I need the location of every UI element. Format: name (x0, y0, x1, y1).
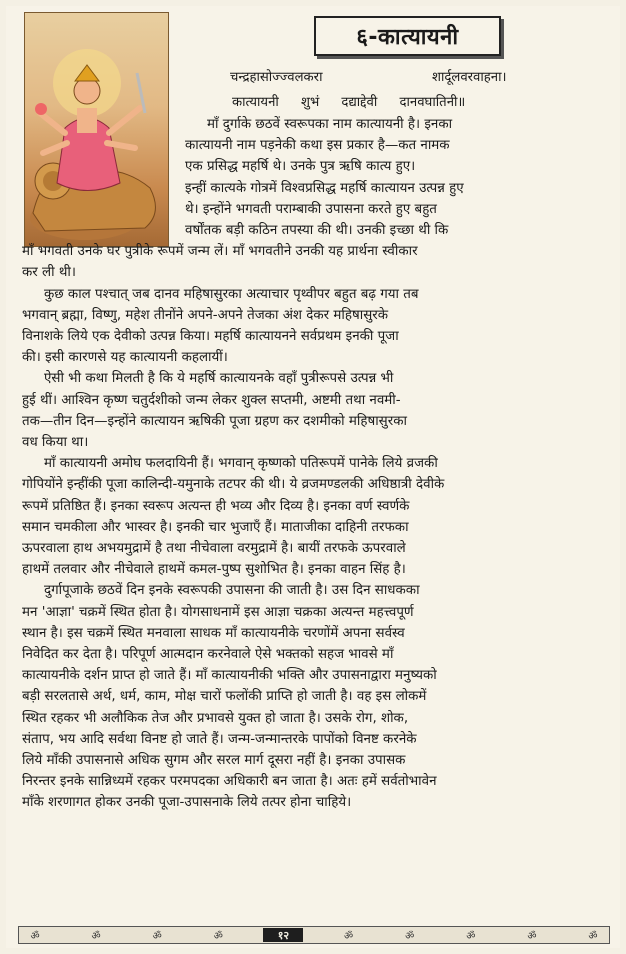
page-footer (18, 926, 610, 944)
text-line: थे। इन्होंने भगवती पराम्बाकी उपासना करते हुए बहुत (185, 201, 437, 217)
chapter-title: ६-कात्यायनी (314, 16, 501, 56)
text-line: ऊपरवाला हाथ अभयमुद्रामें है तथा नीचेवाला वरमुद्रामें है। बायीं तरफके ऊपरवाले (22, 541, 406, 556)
text-line: एक प्रसिद्ध महर्षि थे। उनके पुत्र ऋषि कात्य हुए। (185, 159, 416, 175)
text-line: माँ कात्यायनी अमोघ फलदायिनी हैं। भगवान् कृष्णको पतिरूपमें पानेके लिये व्रजकी (44, 456, 438, 472)
text-line: कुछ काल पश्चात् जब दानव महिषासुरका अत्याचार पृथ्वीपर बहुत बढ़ गया तब (44, 286, 419, 302)
text-line: संताप, भय आदि सर्वथा विनष्ट हो जाते हैं। जन्म-जन्मान्तरके पापोंको विनष्ट करनेके (22, 731, 417, 747)
text-line: निवेदित कर देता है। परिपूर्ण आत्मदान करनेवाले ऐसे भक्तको सहज भावसे माँ (22, 647, 394, 662)
ornament-icon: ॐ (527, 931, 537, 942)
text-line: लिये माँकी उपासनासे अधिक सुगम और सरल मार्ग दूसरा नहीं है। इनका उपासक (22, 753, 406, 768)
text-line: भगवान् ब्रह्मा, विष्णु, महेश तीनोंने अपने-अपने तेजका अंश देकर महिषासुरके (22, 307, 389, 323)
text-line: विनाशके लिये एक देवीको उत्पन्न किया। महर्षि कात्यायनने सर्वप्रथम इनकी पूजा (22, 329, 399, 344)
text-line: हाथमें तलवार और नीचेवाले हाथमें कमल-पुष्प सुशोभित है। इनका वाहन सिंह है। (22, 562, 406, 578)
text-line: तक—तीन दिन—इन्होंने कात्यायन ऋषिकी पूजा ग्रहण कर दशमीको महिषासुरका (22, 413, 407, 429)
devi-katyayani-illustration (24, 12, 169, 247)
text-line: इन्हीं कात्यके गोत्रमें विश्वप्रसिद्ध महर्षि कात्यायन उत्पन्न हुए (185, 180, 464, 196)
text-line: माँके शरणागत होकर उनकी पूजा-उपासनाके लिये तत्पर होना चाहिये। (22, 795, 352, 811)
text-line: की। इसी कारणसे यह कात्यायनी कहलायीं। (22, 350, 228, 366)
text-line: वध किया था। (22, 435, 89, 450)
shloka-line-1-left: चन्द्रहासोज्ज्वलकरा (230, 70, 323, 85)
goddess-on-lion-image (25, 13, 168, 246)
text-line: ऐसी भी कथा मिलती है कि ये महर्षि कात्यायनके वहाँ पुत्रीरूपसे उत्पन्न भी (44, 371, 394, 387)
shloka-line-1-right: शार्दूलवरवाहना। (432, 70, 507, 85)
ornament-icon: ॐ (152, 931, 162, 942)
text-line: हुई थीं। आश्विन कृष्ण चतुर्दशीको जन्म लेकर शुक्ल सप्तमी, अष्टमी तथा नवमी- (22, 392, 401, 408)
text-line: कर ली थी। (22, 265, 76, 281)
text-line: रूपमें प्रतिष्ठित हैं। इनका स्वरूप अत्यन्त ही भव्य और दिव्य है। इनका वर्ण स्वर्णके (22, 498, 410, 514)
text-line: बड़ी सरलतासे अर्थ, धर्म, काम, मोक्ष चारों फलोंकी प्राप्ति हो जाती है। वह इस लोकमें (22, 689, 427, 705)
ornament-icon: ॐ (30, 931, 40, 942)
page-number: १२ (263, 928, 303, 942)
text-line: माँ भगवती उनके घर पुत्रीके रूपमें जन्म लें। माँ भगवतीने उनकी यह प्रार्थना स्वीकार (22, 244, 418, 260)
ornament-icon: ॐ (343, 931, 354, 942)
ornament-icon: ॐ (588, 931, 598, 942)
ornament-icon: ॐ (405, 931, 415, 942)
text-line: निरन्तर इनके सान्निध्यमें रहकर परमपदका अधिकारी बन जाता है। अतः हमें सर्वतोभावेन (22, 774, 437, 790)
text-line: स्थान है। इस चक्रमें स्थित मनवाला साधक माँ कात्यायनीके चरणोंमें अपना सर्वस्व (22, 625, 405, 641)
ornament-icon: ॐ (213, 931, 223, 942)
ornament-icon: ॐ (91, 931, 101, 942)
text-line: समान चमकीला और भास्वर है। इनकी चार भुजाएँ हैं। माताजीका दाहिनी तरफका (22, 519, 409, 535)
text-line: कात्यायनीके दर्शन प्राप्त हो जाते हैं। माँ कात्यायनीकी भक्ति और उपासनाद्वारा मनुष्यको (22, 668, 437, 684)
text-line: दुर्गापूजाके छठवें दिन इनके स्वरूपकी उपासना की जाती है। उस दिन साधकका (44, 583, 420, 599)
text-line: वर्षोंतक बड़ी कठिन तपस्या की थी। उनकी इच्छा थी कि (185, 223, 449, 238)
text-line: गोपियोंने इन्हींकी पूजा कालिन्दी-यमुनाके तटपर की थी। ये व्रजमण्डलकी अधिष्ठात्री देवीके (22, 477, 445, 493)
text-line: माँ दुर्गाके छठवें स्वरूपका नाम कात्यायनी है। इनका (207, 117, 453, 132)
text-line: स्थित रहकर भी अलौकिक तेज और प्रभावसे युक्त हो जाता है। उसके रोग, शोक, (22, 710, 409, 726)
text-line: कात्यायनी नाम पड़नेकी कथा इस प्रकार है—कत नामक (185, 138, 450, 154)
ornament-icon: ॐ (466, 931, 476, 942)
text-line: मन 'आज्ञा' चक्रमें स्थित होता है। योगसाधनामें इस आज्ञा चक्रका अत्यन्त महत्त्वपूर्ण (22, 604, 414, 620)
shloka-line-2: कात्यायनी शुभं दद्याद्देवी दानवघातिनी॥ (232, 95, 466, 110)
